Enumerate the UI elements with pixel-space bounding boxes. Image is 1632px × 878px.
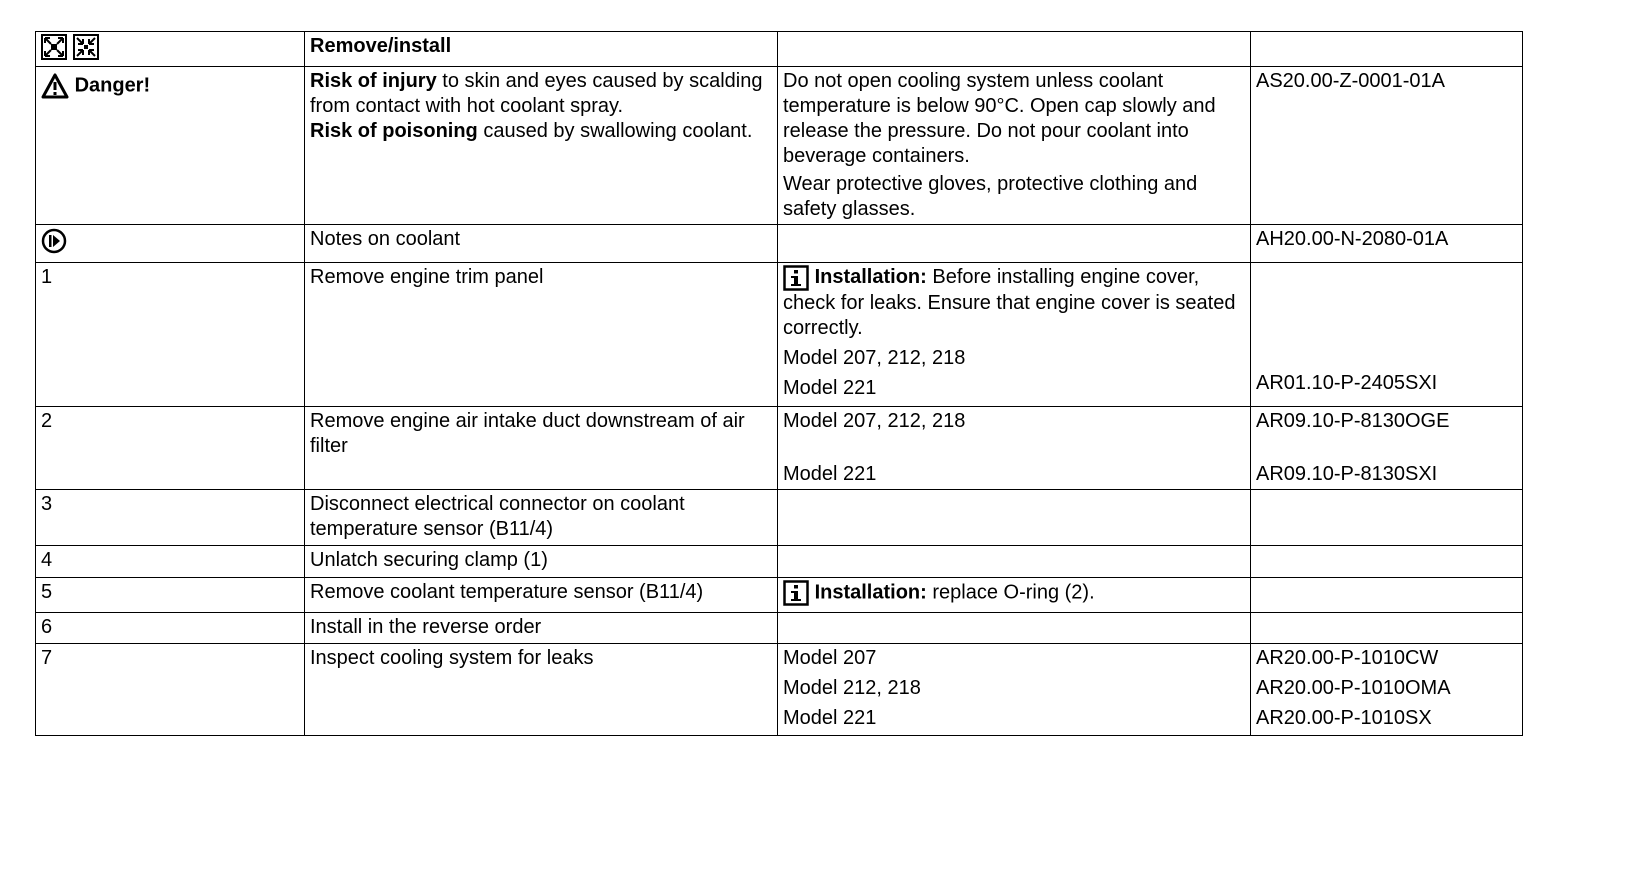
step-7-details: [778, 644, 1251, 736]
step-5-details: [778, 578, 1251, 613]
installation-label: Installation:: [814, 266, 927, 289]
step-2-details: [778, 407, 1251, 490]
step-number: 1: [36, 263, 305, 407]
header-row: [36, 32, 1523, 67]
danger-risk-cell: [305, 67, 778, 225]
step-row-4: [36, 546, 1523, 578]
step-1-refs: [1251, 263, 1523, 407]
danger-measure-1: Do not open cooling system unless coolant temperature is below 90°C. Open cap slowly and release the pressure. Do not pour coolant into beverage containers.: [783, 70, 1216, 167]
step-number: 4: [36, 546, 305, 578]
warning-icon: [41, 73, 69, 99]
info-icon: [783, 265, 809, 291]
remove-icon: [41, 34, 67, 60]
risk-injury-label: Risk of injury: [310, 70, 437, 92]
step-text: Remove engine air intake duct downstream of air filter: [305, 407, 778, 490]
model-label: Model 212, 218: [783, 677, 921, 699]
reference-link[interactable]: AR20.00-P-1010OMA: [1256, 677, 1451, 699]
step-1-details: [778, 263, 1251, 407]
risk-poison-text: caused by swallowing coolant.: [477, 120, 753, 142]
installation-text: Before installing engine cover, check for leaks. Ensure that engine cover is seated correctly.: [783, 266, 1236, 339]
danger-measure-2: Wear protective gloves, protective clothing and safety glasses.: [783, 173, 1198, 220]
model-label: Model 221: [783, 463, 877, 485]
danger-measures-cell: [778, 67, 1251, 225]
model-label: Model 207, 212, 218: [783, 347, 966, 369]
risk-injury-text: to skin and eyes caused by scalding from contact with hot coolant spray.: [310, 70, 763, 117]
header-empty-4: [1251, 32, 1523, 67]
installation-text: replace O-ring (2).: [926, 581, 1095, 604]
notes-empty: [778, 225, 1251, 263]
model-label: Model 207: [783, 647, 877, 669]
notes-text: Notes on coolant: [305, 225, 778, 263]
notes-icon-cell: [36, 225, 305, 263]
procedure-table: [35, 31, 1523, 736]
step-number: 2: [36, 407, 305, 490]
header-icons-cell: [36, 32, 305, 67]
danger-label-cell: [36, 67, 305, 225]
step-2-refs: [1251, 407, 1523, 490]
install-icon: [73, 34, 99, 60]
notes-ref[interactable]: AH20.00-N-2080-01A: [1251, 225, 1523, 263]
step-number: 3: [36, 490, 305, 546]
step-7-refs: [1251, 644, 1523, 736]
notes-row: [36, 225, 1523, 263]
step-row-6: [36, 613, 1523, 644]
installation-label: Installation:: [814, 581, 927, 604]
step-number: 7: [36, 644, 305, 736]
info-icon: [783, 580, 809, 606]
note-icon: [41, 228, 67, 254]
step-text: Remove engine trim panel: [305, 263, 778, 407]
reference-link[interactable]: AR20.00-P-1010SX: [1256, 707, 1432, 729]
step-text: Inspect cooling system for leaks: [305, 644, 778, 736]
step-row-5: [36, 578, 1523, 613]
step-row-7: [36, 644, 1523, 736]
header-title: Remove/install: [305, 32, 778, 67]
risk-poison-label: Risk of poisoning: [310, 120, 478, 142]
model-label: Model 221: [783, 377, 877, 399]
step-text: Install in the reverse order: [305, 613, 778, 644]
step-number: 6: [36, 613, 305, 644]
step-text: Unlatch securing clamp (1): [305, 546, 778, 578]
header-empty-3: [778, 32, 1251, 67]
step-number: 5: [36, 578, 305, 613]
step-text: Disconnect electrical connector on coolant temperature sensor (B11/4): [305, 490, 778, 546]
reference-link[interactable]: AR01.10-P-2405SXI: [1256, 372, 1438, 394]
step-row-2: [36, 407, 1523, 490]
reference-link[interactable]: AR20.00-P-1010CW: [1256, 647, 1439, 669]
reference-link[interactable]: AR09.10-P-8130OGE: [1256, 410, 1450, 432]
step-text: Remove coolant temperature sensor (B11/4): [305, 578, 778, 613]
reference-link[interactable]: AR09.10-P-8130SXI: [1256, 463, 1438, 485]
step-row-3: [36, 490, 1523, 546]
model-label: Model 207, 212, 218: [783, 410, 966, 432]
model-label: Model 221: [783, 707, 877, 729]
step-row-1: [36, 263, 1523, 407]
danger-row: [36, 67, 1523, 225]
danger-label: Danger!: [74, 74, 151, 97]
danger-ref[interactable]: AS20.00-Z-0001-01A: [1251, 67, 1523, 225]
